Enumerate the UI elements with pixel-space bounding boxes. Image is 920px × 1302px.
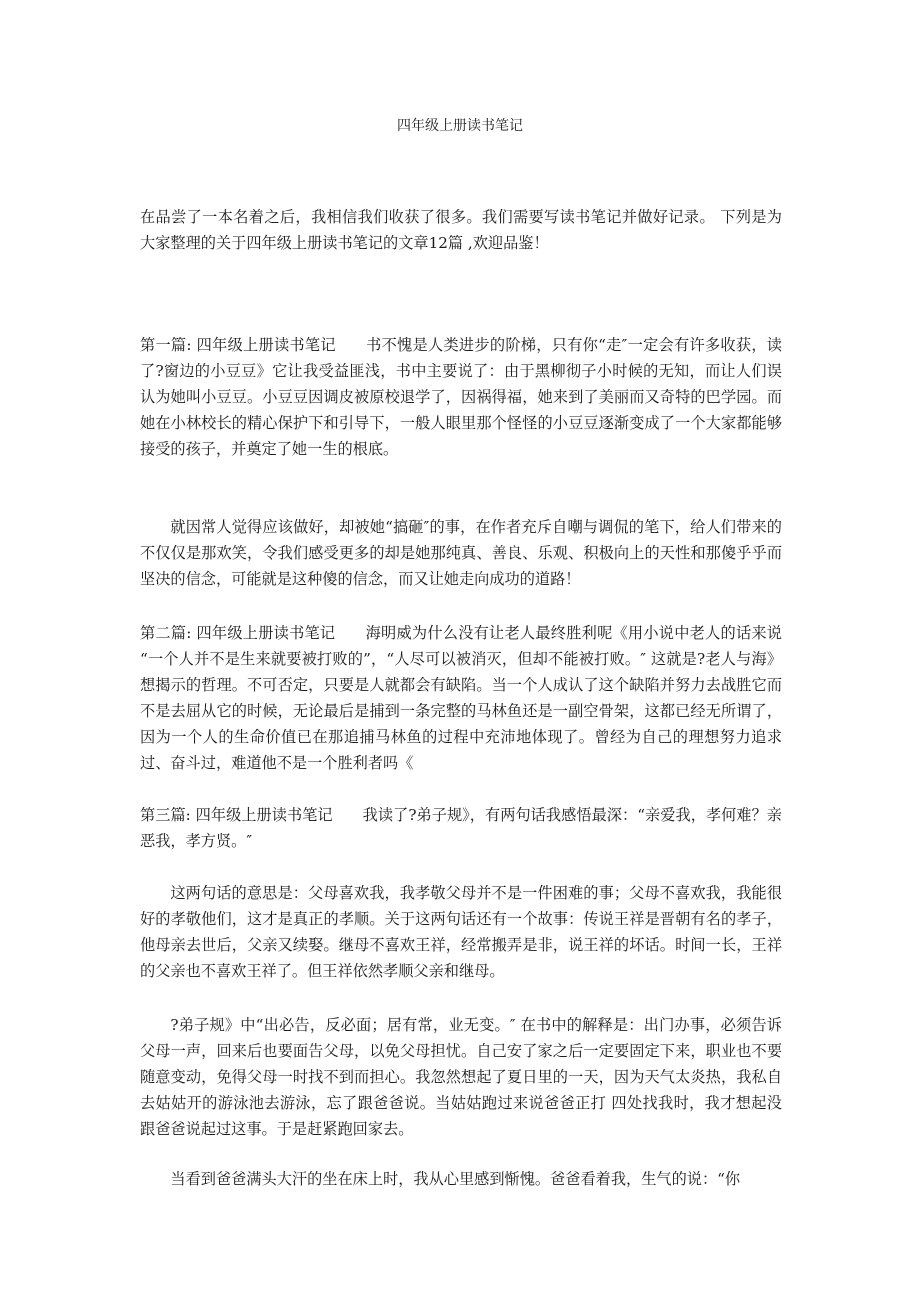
section-2-first-text: 海明威为什么没有让老人最终胜利呢《用小说中老人的话来说 “一个人并不是生来就要被打败的”，“人尽可以被消灭，但却不能被打败。″ 这就是?老人与海》想揭示的哲理。不可否定，只要是人就都会有缺陷。当一个人成认了这个缺陷并努力去战胜它而不是去屈从它的时候，无论最后是捕到一条完整的马林鱼还是一副空骨架，这都已经无所谓了，因为一个人的生命价值已在那追捕马林鱼的过程中充沛地体现了。曾经为自己的理想努力追求过、奋斗过，难道他不是一个胜利者吗《 xyxy=(140,624,782,772)
section-3-first-text: 我读了?弟子规》，有两句话我感悟最深：“亲爱我，孝何难？亲恶我，孝方贤。″ xyxy=(140,806,782,850)
section-2-paragraph xyxy=(140,620,782,776)
section-1-paragraph-2: 就因常人觉得应该做好，却被她“搞砸″的事，在作者充斥自嘲与调侃的笔下，给人们带来的不仅仅是那欢笑，令我们感受更多的却是她那纯真、善良、乐观、积极向上的天性和那傻乎乎而坚决的信念，可能就是这种傻的信念，而又让她走向成功的道路！ xyxy=(140,518,782,588)
section-3-paragraph xyxy=(140,802,782,854)
section-1-first-text: 书不愧是人类进步的阶梯，只有你“走″一定会有许多收获，读了?窗边的小豆豆》它让我受益匪浅，书中主要说了：由于黑柳彻子小时候的无知，而让人们误认为她叫小豆豆。小豆豆因调皮被原校退学了，因祸得福，她来到了美丽而又奇特的巴学园。而她在小林校长的精心保护下和引导下，一般人眼里那个怪怪的小豆豆逐渐变成了一个大家都能够接受的孩子，并奠定了她一生的根底。 xyxy=(140,336,782,458)
document-title: 四年级上册读书笔记 xyxy=(397,118,523,134)
section-1-heading: 第一篇: 四年级上册读书笔记 xyxy=(140,336,336,354)
section-3-paragraph-2: 这两句话的意思是：父母喜欢我，我孝敬父母并不是一件困难的事；父母不喜欢我，我能很好的孝敬他们，这才是真正的孝顺。关于这两句话还有一个故事：传说王祥是晋朝有名的孝子，他母亲去世后，父亲又续娶。继母不喜欢王祥，经常搬弄是非，说王祥的坏话。时间一长，王祥的父亲也不喜欢王祥了。但王祥依然孝顺父亲和继母。 xyxy=(140,884,782,980)
section-3-paragraph-3: ?弟子规》中“出必告，反必面；居有常，业无变。″ 在书中的解释是：出门办事，必须告诉父母一声，回来后也要面告父母，以免父母担忧。自己安了家之后一定要固定下来，职业也不要随意变动，免得父母一时找不到而担心。我忽然想起了夏日里的一天，因为天气太炎热，我私自去姑姑开的游泳池去游泳，忘了跟爸爸说。当姑姑跑过来说爸爸正打 四处找我时，我才想起没跟爸爸说起过这事。于是赶紧跑回家去。 xyxy=(140,1016,782,1138)
section-1-paragraph xyxy=(140,332,782,462)
section-3-heading: 第三篇: 四年级上册读书笔记 xyxy=(140,806,333,824)
section-3-paragraph-4: 当看到爸爸满头大汗的坐在床上时，我从心里感到惭愧。爸爸看着我，生气的说：“你 xyxy=(170,1170,741,1188)
intro-paragraph: 在品尝了一本名着之后，我相信我们收获了很多。我们需要写读书笔记并做好记录。 下列是为大家整理的关于四年级上册读书笔记的文章12篇 ,欢迎品鉴！ xyxy=(140,208,782,252)
section-2-heading: 第二篇: 四年级上册读书笔记 xyxy=(140,624,336,642)
